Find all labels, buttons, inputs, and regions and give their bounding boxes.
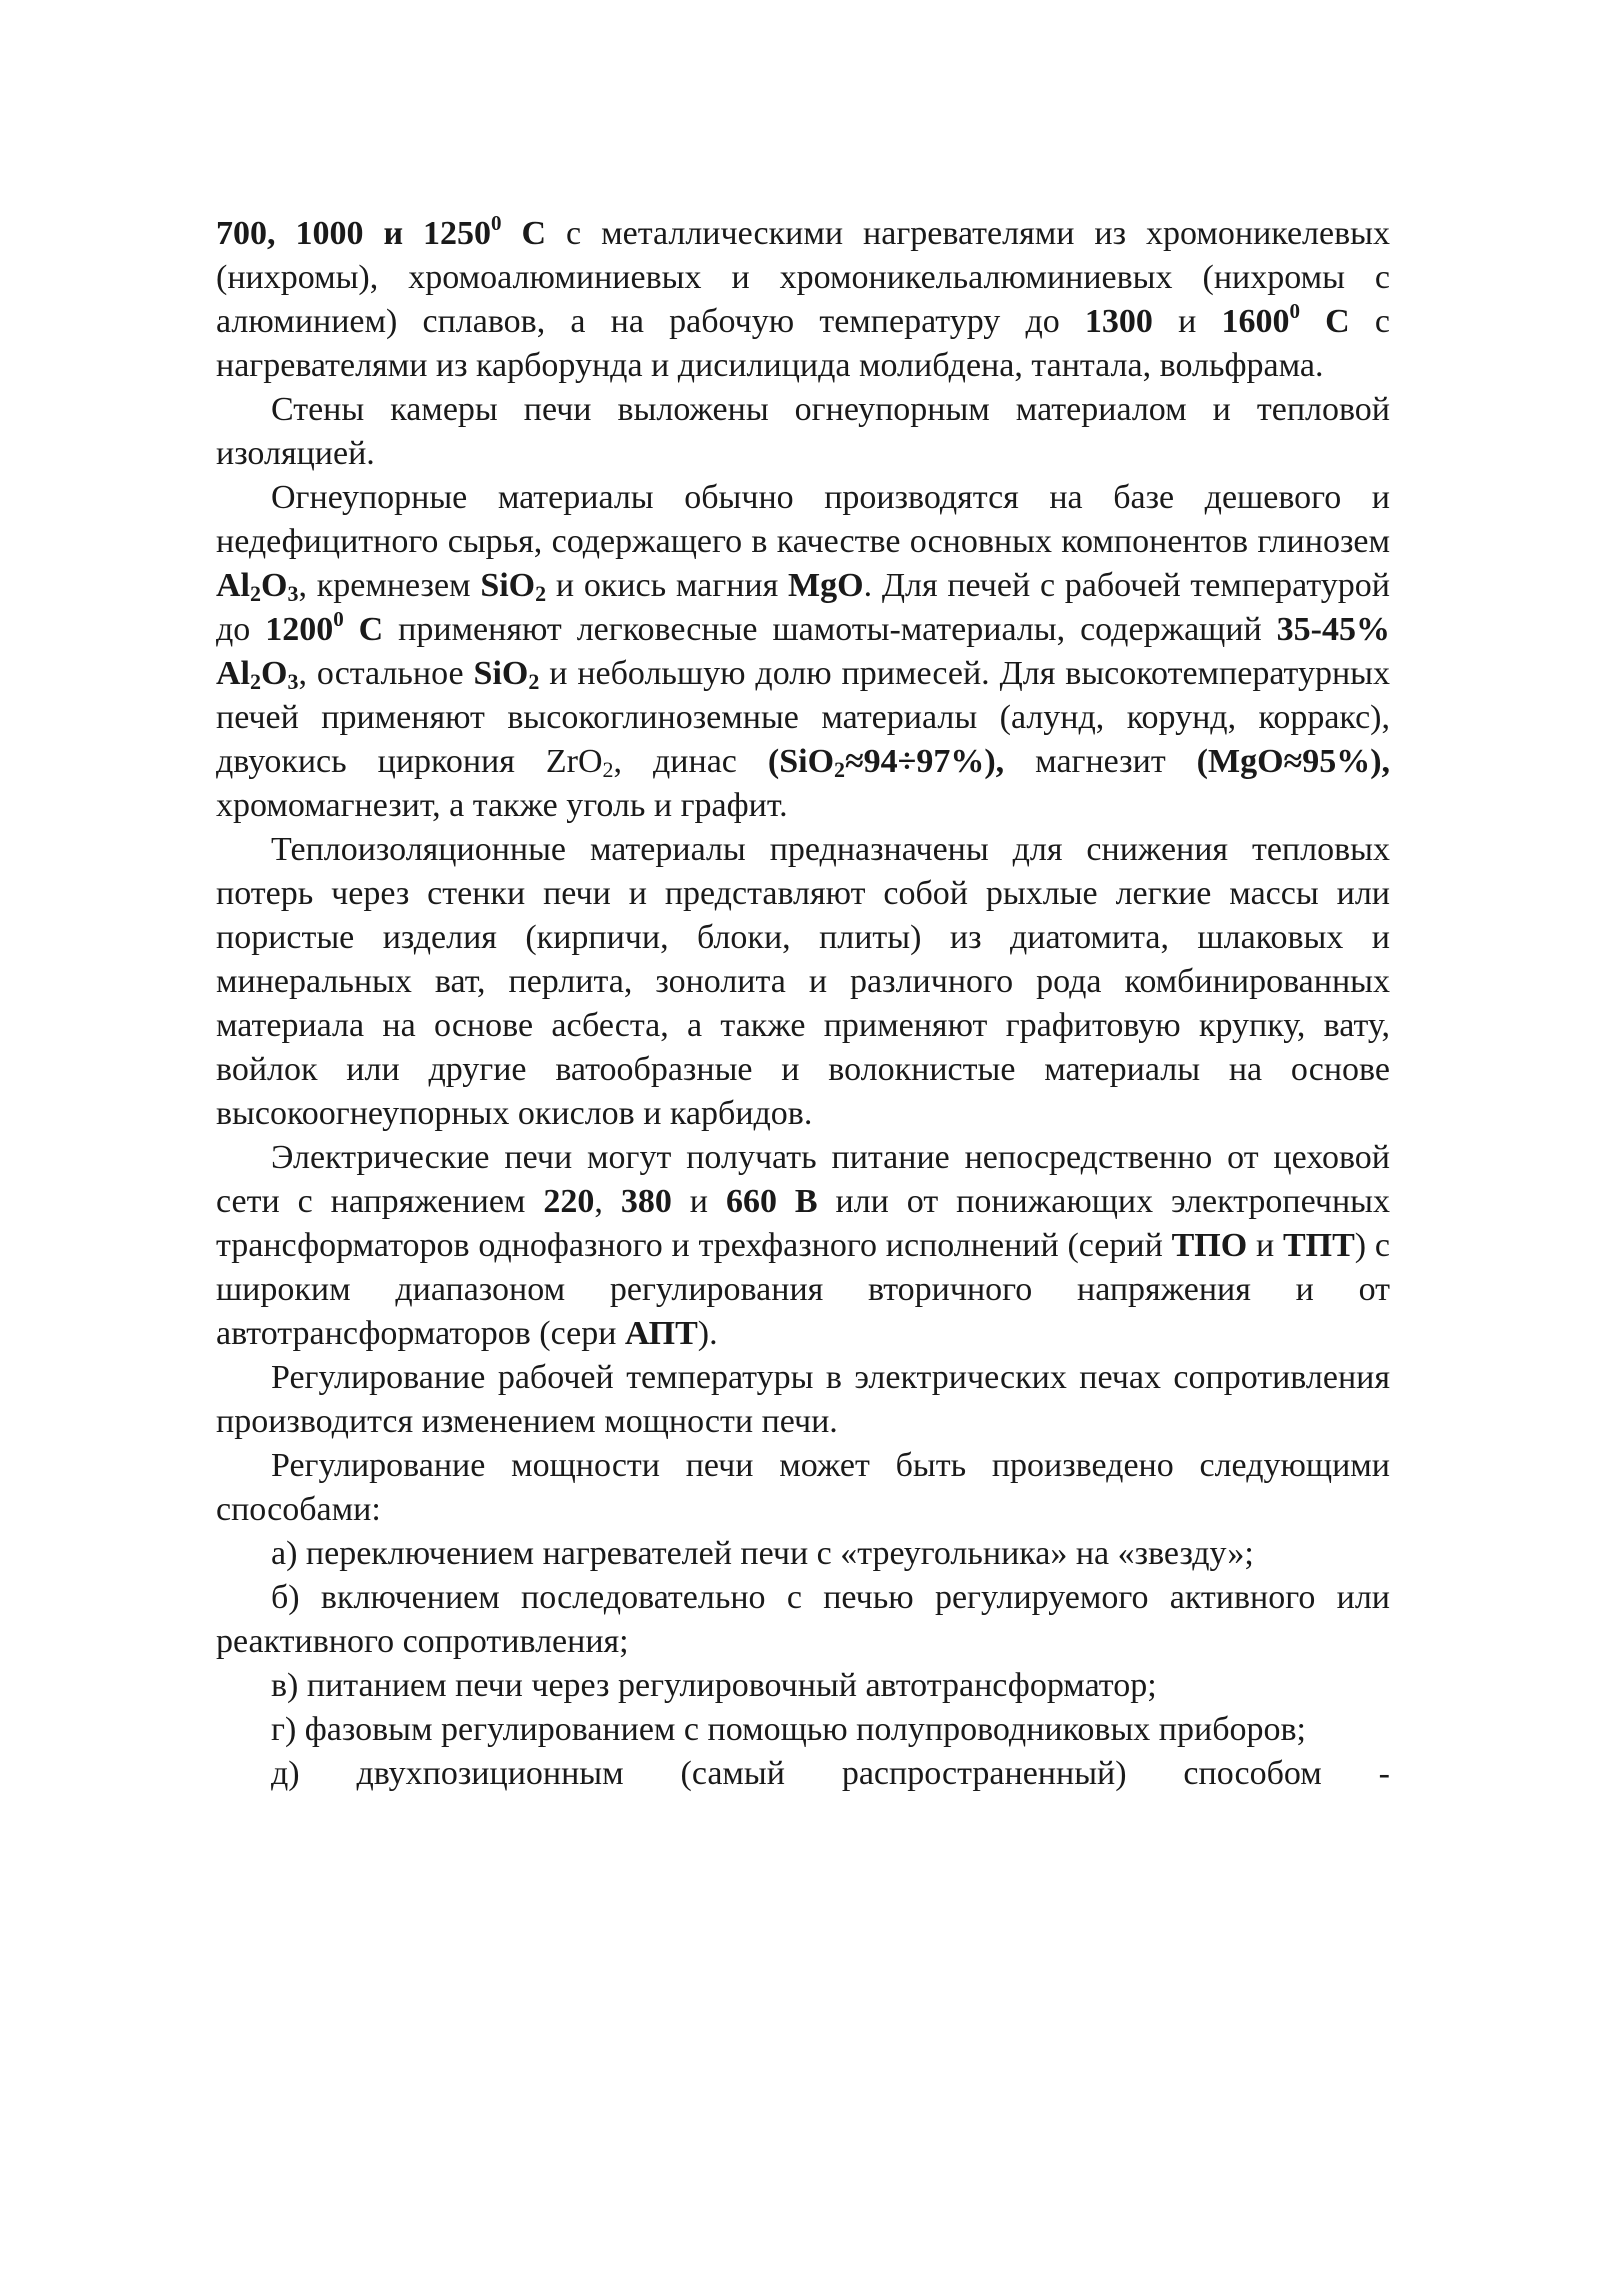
temp-1200: 1200 <box>265 611 334 648</box>
text-run: с нагревателями из карборунда и дисилицида молибдена, тантала, вольфрама. <box>216 303 1390 384</box>
celsius-unit: С <box>501 215 547 252</box>
text-run: применяют легковесные шамоты-материалы, содержащий <box>383 611 1277 648</box>
text-run: Электрические печи могут получать питание непосредственно от цеховой сети с напряжением <box>216 1139 1390 1220</box>
list-item: г) фазовым регулированием с помощью полупроводниковых приборов; <box>271 1711 1306 1748</box>
paragraph-furnace-temperatures <box>216 212 1390 388</box>
text-run: и <box>1247 1227 1283 1264</box>
series-tpt: ТПТ <box>1282 1227 1355 1264</box>
paragraph-refractory-materials <box>216 476 1390 828</box>
text-run: или от понижающих электропечных трансформаторов однофазного и трехфазного исполнений (серий <box>216 1183 1391 1264</box>
text-run: . Для печей с рабочей температурой до <box>216 567 1390 648</box>
text-run: и небольшую долю примесей. Для высокотемпературных печей применяют высокоглиноземные материалы (алунд, корунд, корракс), двуокись циркония ZrO <box>216 655 1391 780</box>
dinas-composition: (SiO$_2$≈94÷97%), <box>767 743 1005 782</box>
temp-1300: 1300 <box>1084 303 1153 340</box>
text-run: , <box>594 1183 621 1220</box>
degree-sup: 0 <box>491 211 502 235</box>
degree-sup: 0 <box>1289 299 1300 323</box>
text-run: и <box>1152 303 1222 340</box>
percent-al2o3: 35-45% $Al_2O_3$ <box>216 611 1390 694</box>
text-run: ). <box>697 1315 718 1352</box>
list-item: б) включением последовательно с печью регулируемого активного или реактивного сопротивления; <box>216 1579 1390 1660</box>
text-run: , динас <box>613 743 768 780</box>
text-run: Огнеупорные материалы обычно производятся на базе дешевого и недефицитного сырья, содержащего в качестве основных компонентов глинозем <box>216 479 1390 560</box>
paragraph-chamber-walls: Стены камеры печи выложены огнеупорным материалом и тепловой изоляцией. <box>216 391 1390 472</box>
paragraph-power-regulation: Регулирование мощности печи может быть произведено следующими способами: <box>216 1447 1390 1528</box>
text-run: , остальное <box>298 655 474 692</box>
text-run: ) с широким диапазоном регулирования вторичного напряжения и от автотрансформаторов (сери <box>216 1227 1390 1352</box>
list-item: д) двухпозиционным (самый распространенный) способом - <box>271 1755 1390 1792</box>
paragraph-power-supply <box>216 1136 1390 1356</box>
magnesite-composition: (MgO≈95%), <box>1196 743 1391 780</box>
text-run: с металлическими нагревателями из хромоникелевых (нихромы), хромоалюминиевых и хромоникельалюминиевых (нихромы с алюминием) сплавов, а на рабочую температуру до <box>216 215 1390 340</box>
list-item: в) питанием печи через регулировочный автотрансформатор; <box>271 1667 1157 1704</box>
formula-mgo: MgO <box>788 567 864 604</box>
formula-sio2: SiO$_2$ <box>480 567 547 606</box>
voltage-220: 220 <box>543 1183 595 1220</box>
series-apt: АПТ <box>624 1315 698 1352</box>
text-run: магнезит <box>1004 743 1197 780</box>
list-item: а) переключением нагревателей печи с «треугольника» на «звезду»; <box>271 1535 1254 1572</box>
celsius-unit: С <box>343 611 384 648</box>
celsius-unit: С <box>1299 303 1350 340</box>
temp-values: 700, 1000 и 1250 <box>216 215 492 252</box>
formula-sio2: SiO$_2$ <box>473 655 540 694</box>
text-run: , кремнезем <box>298 567 481 604</box>
voltage-660: 660 В <box>725 1183 818 1220</box>
formula-al2o3: $Al_2O_3$ <box>216 567 299 606</box>
degree-sup: 0 <box>333 607 344 631</box>
series-tpo: ТПО <box>1171 1227 1248 1264</box>
document-body <box>216 212 1390 1796</box>
paragraph-temperature-regulation: Регулирование рабочей температуры в электрических печах сопротивления производится изменением мощности печи. <box>216 1359 1390 1440</box>
zro2-sub: 2 <box>602 757 614 782</box>
temp-1600: 1600 <box>1221 303 1290 340</box>
text-run: и окись магния <box>546 567 789 604</box>
text-run: хромомагнезит, а также уголь и графит. <box>216 787 788 824</box>
paragraph-insulation-materials: Теплоизоляционные материалы предназначены для снижения тепловых потерь через стенки печи и представляют собой рыхлые легкие массы или пористые изделия (кирпичи, блоки, плиты) из диатомита, шлаковых и минеральных ват, перлита, зонолита и различного рода комбинированных материала на основе асбеста, а также применяют графитовую крупку, вату, войлок или другие ватообразные и волокнистые материалы на основе высокоогнеупорных окислов и карбидов. <box>216 831 1390 1132</box>
voltage-380: 380 <box>620 1183 672 1220</box>
text-run: и <box>671 1183 726 1220</box>
